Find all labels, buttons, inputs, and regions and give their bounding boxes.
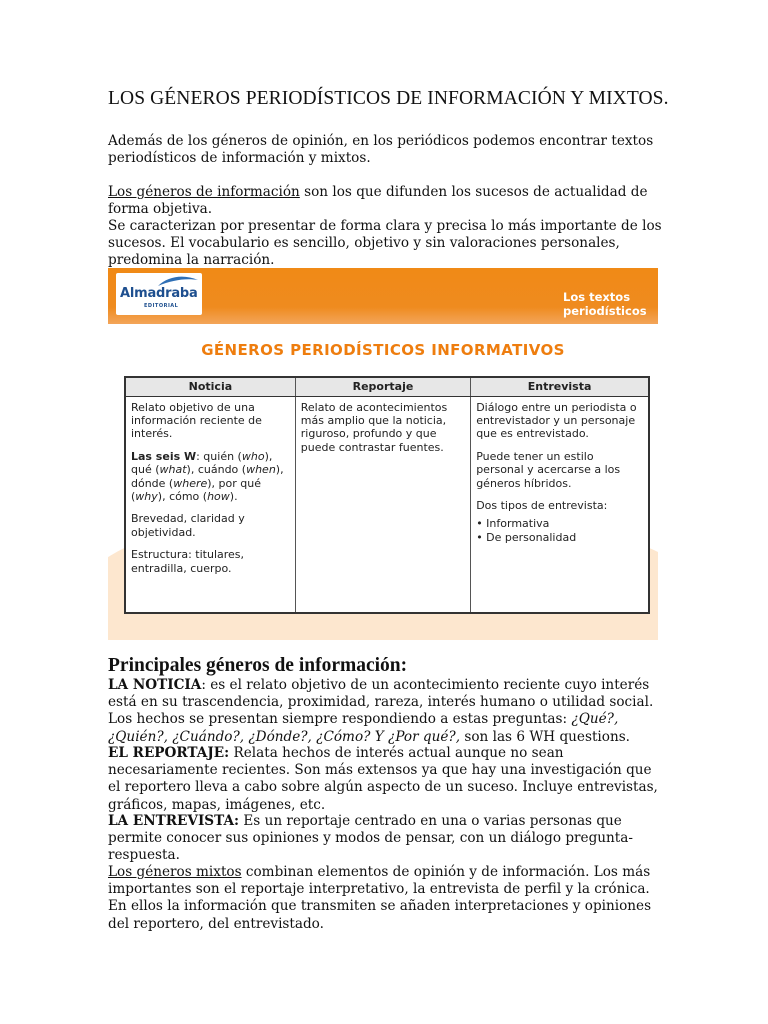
- table-cell-noticia: Relato objetivo de una información reciente de interés. Las seis W: quién (who), qué (what), cuándo (when), dónde (where), por qué (why), cómo (how). Brevedad, claridad y objetividad. Estructura: titulares, entradilla, cuerpo.: [125, 396, 295, 613]
- info-genres-term: Los géneros de información: [108, 184, 300, 200]
- table-header-entrevista: Entrevista: [471, 377, 649, 396]
- table-header-reportaje: Reportaje: [295, 377, 470, 396]
- table-row: [125, 396, 649, 613]
- genres-table-figure: [108, 268, 658, 640]
- entrevista-paragraph: LA ENTREVISTA: Es un reportaje centrado en una o varias personas que permite conocer sus opiniones y modos de pensar, con un diálogo pregunta-respuesta.: [108, 813, 633, 864]
- info-genres-paragraph: [108, 184, 668, 218]
- mixtos-term: Los géneros mixtos: [108, 864, 242, 880]
- banner-label: Los textos periodísticos: [563, 290, 647, 318]
- mixtos-paragraph: Los géneros mixtos combinan elementos de opinión y de información. Los más importantes son el reportaje interpretativo, la entrevista de perfil y la crónica. En ellos la información que transmiten se añaden interpretaciones y opiniones del reportero, del entrevistado.: [108, 864, 652, 932]
- table-header-noticia: Noticia: [125, 377, 295, 396]
- reportaje-paragraph: EL REPORTAJE: Relata hechos de interés actual aunque no sean necesariamente recientes. Son más extensos ya que hay una investigación que el reportero lleva a cabo sobre algún aspecto de un suceso. Incluye entrevistas, gráficos, mapas, imágenes, etc.: [108, 745, 658, 813]
- six-w-text: Las seis W: quién (who), qué (what), cuándo (when), dónde (where), por qué (why), cómo (how).: [131, 449, 284, 503]
- publisher-logo-name: Almadraba: [120, 286, 198, 301]
- principales-heading: Principales géneros de información:: [108, 655, 408, 676]
- noticia-paragraph: LA NOTICIA: es el relato objetivo de un acontecimiento reciente cuyo interés está en su trascendencia, proximidad, rareza, interés humano o utilidad social. Los hechos se presentan siempre respondiendo a estas preguntas: ¿Qué?, ¿Quién?, ¿Cuándo?, ¿Dónde?, ¿Cómo? Y ¿Por qué?, son las 6 WH questions.: [108, 677, 654, 745]
- figure-heading: GÉNEROS PERIODÍSTICOS INFORMATIVOS: [201, 341, 565, 359]
- info-genres-characteristics: Se caracterizan por presentar de forma clara y precisa lo más importante de los sucesos. El vocabulario es sencillo, objetivo y sin valoraciones personales, predomina la narración.: [108, 218, 662, 269]
- list-item: • Informativa: [476, 517, 550, 531]
- table-header-row: [125, 377, 649, 396]
- intro-paragraph: Además de los géneros de opinión, en los periódicos podemos encontrar textos periodísticos de información y mixtos.: [108, 133, 654, 167]
- info-genres-definition: son los que difunden los sucesos de actualidad de forma objetiva.: [108, 184, 648, 218]
- genres-comparison-table: [124, 376, 650, 614]
- publisher-logo-subtitle: EDITORIAL: [144, 303, 179, 309]
- figure-banner: [108, 268, 658, 324]
- table-cell-reportaje: Relato de acontecimientos más amplio que la noticia, riguroso, profundo y que puede contrastar fuentes.: [295, 396, 470, 613]
- table-cell-entrevista: Diálogo entre un periodista o entrevistador y un personaje que es entrevistado. Puede tener un estilo personal y acercarse a los géneros híbridos. Dos tipos de entrevista: • Informativa • De personalidad: [471, 396, 649, 613]
- list-item: • De personalidad: [476, 530, 577, 544]
- page-title: LOS GÉNEROS PERIODÍSTICOS DE INFORMACIÓN Y MIXTOS.: [108, 88, 669, 109]
- publisher-logo: [116, 273, 202, 315]
